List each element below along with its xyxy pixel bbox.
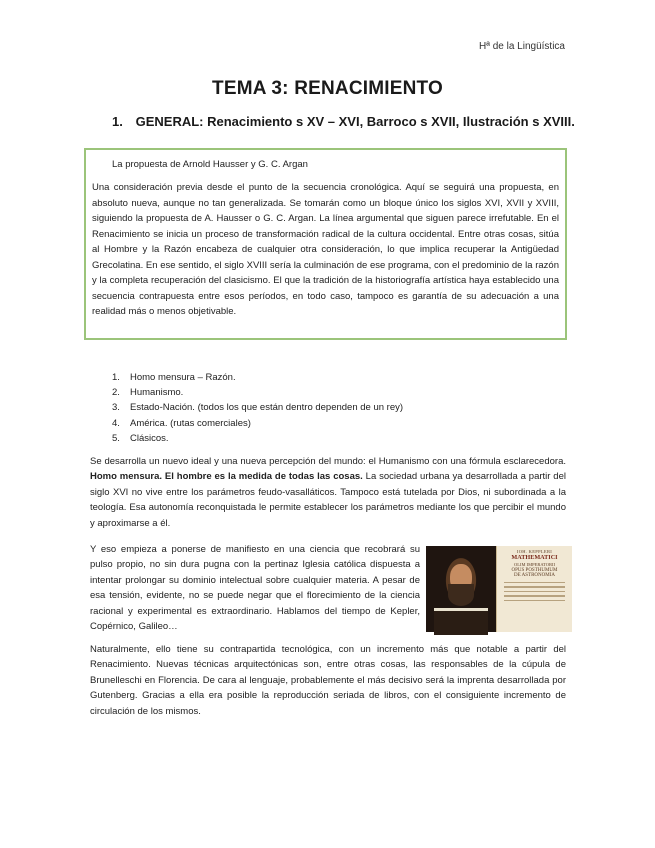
paragraph-technology: Naturalmente, ello tiene su contrapartida tecnológica, con un incremento más que notable a partir del Renacimiento. Nuevas técnicas arquitectónicas son, entre otras cosas, las responsables de la cúpula de Brunelleschi en Florencia. De cara al lenguaje, probablemente el más decisivo será la imprenta desarrollada por Gutenberg. Gracias a ella era posible la reproducción seriada de libros, con el consiguiente incremento de circulación de los mismos. [90,644,566,717]
page-title: TEMA 3: RENACIMIENTO [212,78,443,99]
list-item-number: 4. [112,417,120,429]
paragraph-bold-text: Homo mensura. El hombre es la medida de todas las cosas. [90,471,363,483]
list-item-number: 1. [112,372,120,383]
title-page-text-lines [500,582,569,601]
title-page-line: IOH. KEPPLERI [516,549,553,554]
list-item-number: 5. [112,432,120,444]
numbered-list [112,370,403,446]
running-header: Hª de la Lingüística [479,41,565,52]
list-item-text: Humanismo. [130,387,184,399]
paragraph-text: La sociedad urbana ya desarrollada a partir del siglo XVI no vive entre los parámetros feudo-vasalláticos. Tampoco está tutelada por Dios, ni subordinada a la teología. Esa autonomía reconquistada le permite establecer los parámetros mediante los que percibir el mundo y aproximarse a él. [90,471,566,529]
list-item-text: Homo mensura – Razón. [130,372,236,383]
kepler-portrait-image [426,546,496,632]
list-item [112,370,403,385]
list-item-number: 2. [112,387,120,399]
box-text: Una consideración previa desde el punto de la secuencia cronológica. Aquí se seguirá una propuesta, en absoluto nueva, aunque no tan generalizada. Se tomarán como un bloque único los siglos XVI, XVII y XVIII, siguiendo la propuesta de A. Hausser o G. C. Argan. La línea argumental que siguen parece irrefutable. En el Renacimiento se inicia un proceso de transformación radical de la cultura occidental. Entre otras cosas, sitúa al Hombre y la Razón encabeza de cualquier otra consideración, lo que implica recuperar la Antigüedad Grecolatina. En ese sentido, el siglo XVIII sería la culminación de ese programa, con el predominio de la razón y la completa recuperación del clasicismo. El que la tradición de la historiografía artística haya establecido una secuencia contrapuesta entre esos períodos, en todo caso, tampoco es garantía de su adecuación a una realidad más o menos objetivable. [92,182,559,317]
highlight-box [84,148,567,340]
paragraph-text: Se desarrolla un nuevo ideal y una nueva percepción del mundo: el Humanismo con una fórmula esclarecedora. [90,456,566,467]
title-page-line: DE ASTRONOMIA [514,573,555,578]
list-item [112,400,403,415]
list-item-text: Clásicos. [130,432,169,444]
title-page-line: OPUS POSTHUMUM [511,568,558,573]
list-item [112,431,403,446]
title-page-line: OLIM IMPERATORII [513,562,556,567]
list-item-text: Estado-Nación. (todos los que están dentro dependen de un rey) [130,402,404,414]
book-title-page-image [496,546,572,632]
list-item [112,416,403,431]
section-heading [112,114,582,129]
title-page-line: MATHEMATICI [511,554,558,561]
section-number: 1. [112,114,123,129]
paragraph-humanism [90,454,566,531]
section-heading-text: GENERAL: Renacimiento s XV – XVI, Barroco s XVII, Ilustración s XVIII. [135,114,575,129]
list-item [112,385,403,400]
list-item-number: 3. [112,402,120,414]
box-title: La propuesta de Arnold Hausser y G. C. Argan [112,159,308,170]
list-item-text: América. (rutas comerciales) [130,417,251,429]
paragraph-science: Y eso empieza a ponerse de manifiesto en una ciencia que recobrará su pulso propio, no sin dura pugna con la pertinaz Iglesia católica dispuesta a intentar prolongar su dominio intelectual sobre cualquier materia. A pesar de esa tensión, evidente, no se puede negar que el florecimiento de la ciencia racional y experimental es extraordinario. Hablamos del tiempo de Kepler, Copérnico, Galileo… [90,544,420,633]
kepler-figure [426,546,572,632]
